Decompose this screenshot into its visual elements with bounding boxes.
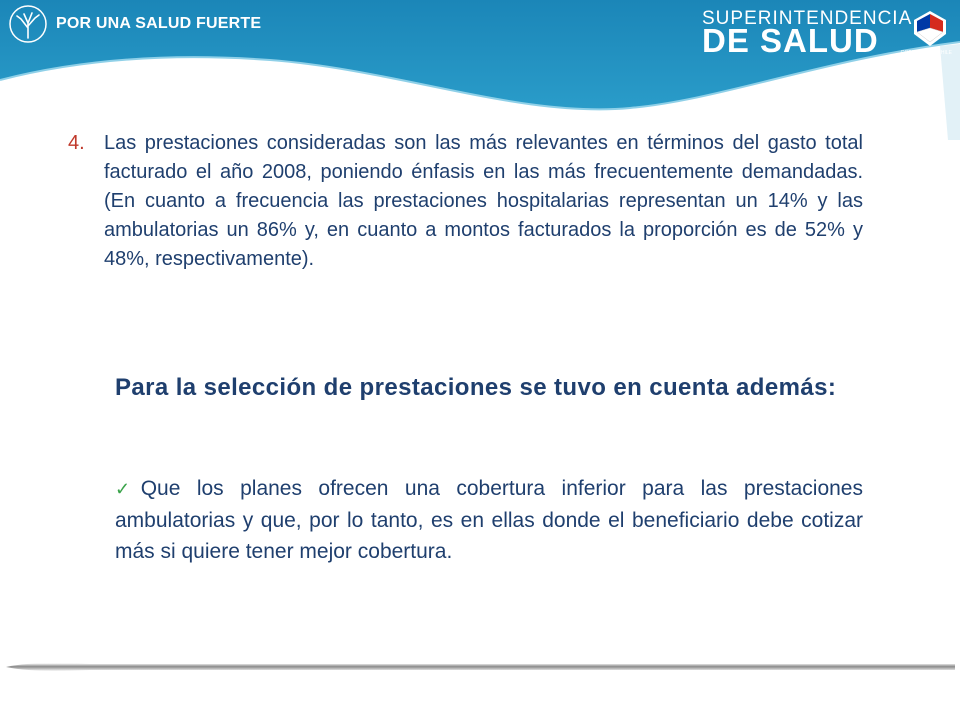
check-bullet — [115, 473, 863, 567]
checkmark-icon: ✓ — [115, 479, 141, 499]
brand-right — [702, 8, 952, 59]
footer-bar — [0, 660, 960, 674]
brand-left — [8, 4, 261, 44]
tree-logo-icon — [8, 4, 48, 44]
chile-shield-icon — [912, 10, 948, 48]
bullet-text: Que los planes ofrecen una cobertura inferior para las prestaciones ambulatorias y que, por lo tanto, es en ellas donde el beneficiario debe cotizar más si quiere tener mejor cobertura. — [115, 477, 863, 563]
section-heading: Para la selección de prestaciones se tuvo en cuenta además: — [115, 374, 837, 401]
gobierno-text: GOBIERNO DE CHILE — [900, 50, 952, 56]
brand-line1: SUPERINTENDENCIA — [702, 8, 913, 29]
item-number: 4. — [68, 132, 85, 154]
item-text: Las prestaciones consideradas son las más relevantes en términos del gasto total facturado el año 2008, poniendo énfasis en las más frecuentemente demandadas. (En cuanto a frecuencia las prestaciones hospitalarias representan un 14% y las ambulatorias un 86% y, en cuanto a montos facturados la proporción es de 52% y 48%, respectivamente). — [104, 132, 863, 270]
slogan-text: POR UNA SALUD FUERTE — [56, 15, 262, 32]
brand-line2: DE SALUD — [702, 22, 879, 59]
